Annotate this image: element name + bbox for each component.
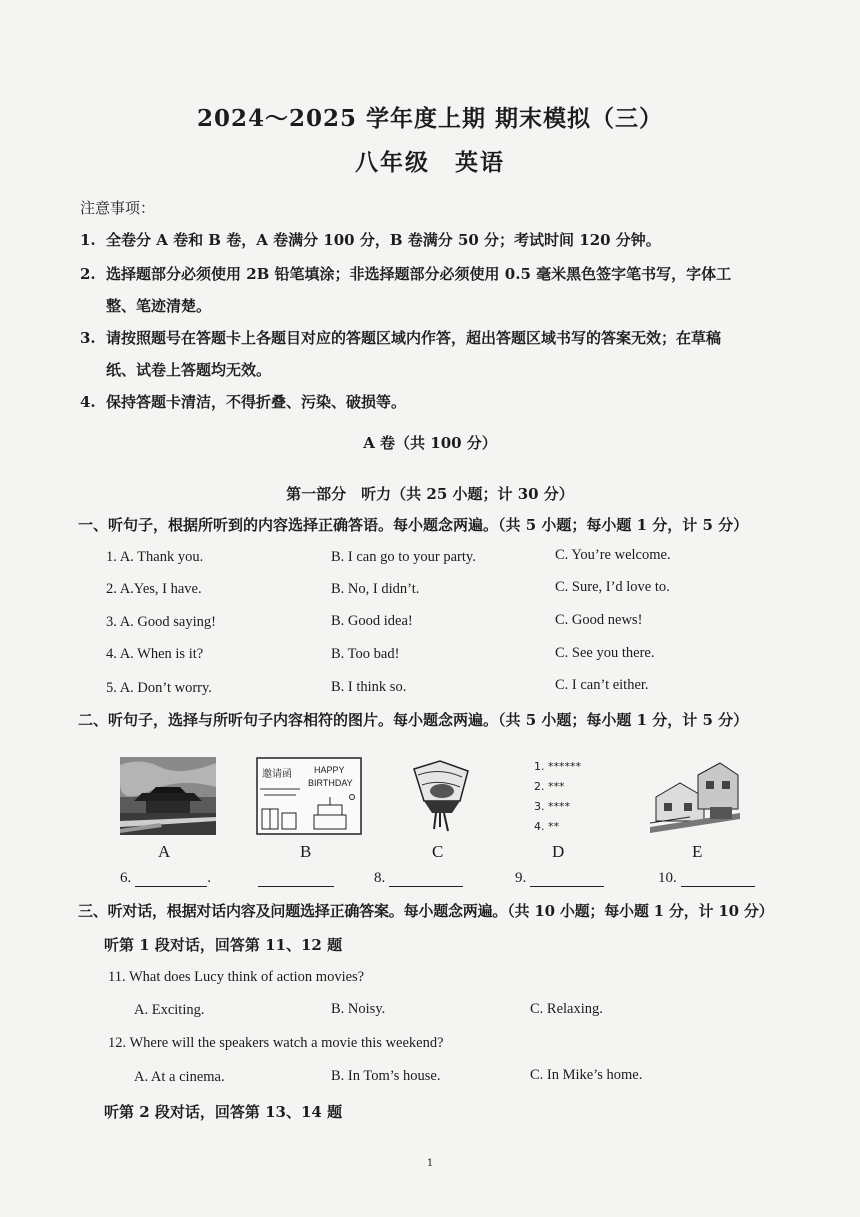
picture-label-a: A bbox=[158, 842, 171, 861]
exam-subtitle: 八年级 英语 bbox=[355, 149, 505, 176]
card-happy-text: HAPPY bbox=[314, 765, 345, 775]
street-scene-picture bbox=[650, 757, 740, 835]
option-a: 1. A. Thank you. bbox=[106, 549, 204, 565]
star-row: 3. **** bbox=[534, 800, 570, 813]
page-number: 1 bbox=[426, 1158, 434, 1169]
note-number: 1. bbox=[80, 231, 96, 249]
dialog-two-heading: 听第 2 段对话，回答第 13、14 题 bbox=[104, 1103, 343, 1121]
answer-blank-8 bbox=[374, 870, 463, 887]
option-c: C. In Mike’s home. bbox=[530, 1067, 643, 1083]
note-item bbox=[80, 386, 780, 418]
question-12: 12. Where will the speakers watch a movie this weekend? bbox=[108, 1035, 444, 1051]
note-continuation: 整、笔迹清楚。 bbox=[106, 297, 212, 315]
exam-title: 2024～2025 学年度上期 期末模拟（三） bbox=[196, 105, 664, 132]
star-row: 1. ****** bbox=[534, 760, 581, 773]
note-text: 保持答题卡清洁，不得折叠、污染、破损等。 bbox=[106, 393, 407, 411]
star-row: 4. ** bbox=[534, 820, 559, 833]
note-continuation: 纸、试卷上答题均无效。 bbox=[106, 361, 272, 379]
fan-picture bbox=[404, 757, 476, 835]
star-row: 2. *** bbox=[534, 780, 565, 793]
answer-blank-10 bbox=[658, 870, 755, 887]
option-c: C. See you there. bbox=[555, 645, 655, 661]
section-three-heading: 三、听对话，根据对话内容及问题选择正确答案。每小题念两遍。（共 10 小题；每小题 1 分，计 10 分） bbox=[78, 902, 774, 920]
picture-label-c: C bbox=[432, 842, 444, 861]
option-c: C. Relaxing. bbox=[530, 1001, 603, 1017]
picture-label-d: D bbox=[552, 842, 565, 861]
card-birthday-text: BIRTHDAY bbox=[308, 778, 353, 788]
paper-a-heading: A 卷（共 100 分） bbox=[363, 434, 497, 452]
option-a: A. At a cinema. bbox=[134, 1069, 225, 1085]
note-item bbox=[80, 322, 780, 386]
star-rating-list bbox=[534, 757, 581, 837]
blank-number: 8. bbox=[374, 870, 386, 886]
blank-number: 9. bbox=[515, 870, 527, 886]
option-c: C. You’re welcome. bbox=[555, 547, 671, 563]
answer-blank-6: 6. . bbox=[120, 870, 211, 886]
note-number: 4. bbox=[80, 393, 96, 411]
option-a: 2. A.Yes, I have. bbox=[106, 581, 202, 597]
notes-heading: 注意事项： bbox=[80, 199, 156, 217]
option-c: C. Sure, I’d love to. bbox=[555, 579, 670, 595]
option-a: A. Exciting. bbox=[134, 1002, 205, 1018]
answer-blank-7 bbox=[254, 870, 334, 887]
option-c: C. I can’t either. bbox=[555, 677, 649, 693]
option-b: B. Good idea! bbox=[331, 613, 413, 629]
note-number: 2. bbox=[80, 265, 96, 283]
option-a: 5. A. Don’t worry. bbox=[106, 680, 212, 696]
picture-label-b: B bbox=[300, 842, 312, 861]
option-b: B. Too bad! bbox=[331, 646, 400, 662]
note-text: 请按照题号在答题卡上各题目对应的答题区域内作答，超出答题区域书写的答案无效；在草稿 bbox=[106, 329, 722, 347]
option-a: 3. A. Good saying! bbox=[106, 614, 216, 630]
section-one-heading: 一、听句子，根据所听到的内容选择正确答语。每小题念两遍。（共 5 小题；每小题 1 分，计 5 分） bbox=[78, 516, 749, 534]
answer-blank-9 bbox=[515, 870, 604, 887]
note-number: 3. bbox=[80, 329, 96, 347]
note-item bbox=[80, 224, 780, 256]
option-b: B. Noisy. bbox=[331, 1001, 386, 1017]
palace-night-picture bbox=[120, 757, 216, 835]
option-b: B. I think so. bbox=[331, 679, 407, 695]
option-a: 4. A. When is it? bbox=[106, 646, 204, 662]
dialog-one-heading: 听第 1 段对话，回答第 11、12 题 bbox=[104, 936, 343, 954]
blank-number: 6. bbox=[120, 870, 132, 886]
part-one-heading: 第一部分 听力（共 25 小题；计 30 分） bbox=[286, 485, 574, 503]
section-two-heading: 二、听句子，选择与所听句子内容相符的图片。每小题念两遍。（共 5 小题；每小题 1 分，计 5 分） bbox=[78, 711, 749, 729]
option-c: C. Good news! bbox=[555, 612, 643, 628]
option-b: B. In Tom’s house. bbox=[331, 1068, 441, 1084]
note-item bbox=[80, 258, 780, 322]
note-text: 选择题部分必须使用 2B 铅笔填涂；非选择题部分必须使用 0.5 毫米黑色签字笔书写，字体工 bbox=[106, 265, 732, 283]
card-invitation-text: 邀请函 bbox=[262, 769, 292, 780]
blank-number: 10. bbox=[658, 870, 677, 886]
note-text: 全卷分 A 卷和 B 卷，A 卷满分 100 分，B 卷满分 50 分；考试时间 120 分钟。 bbox=[106, 231, 661, 249]
question-11: 11. What does Lucy think of action movies? bbox=[108, 969, 365, 985]
picture-label-e: E bbox=[692, 842, 703, 861]
option-b: B. No, I didn’t. bbox=[331, 581, 420, 597]
option-b: B. I can go to your party. bbox=[331, 549, 476, 565]
